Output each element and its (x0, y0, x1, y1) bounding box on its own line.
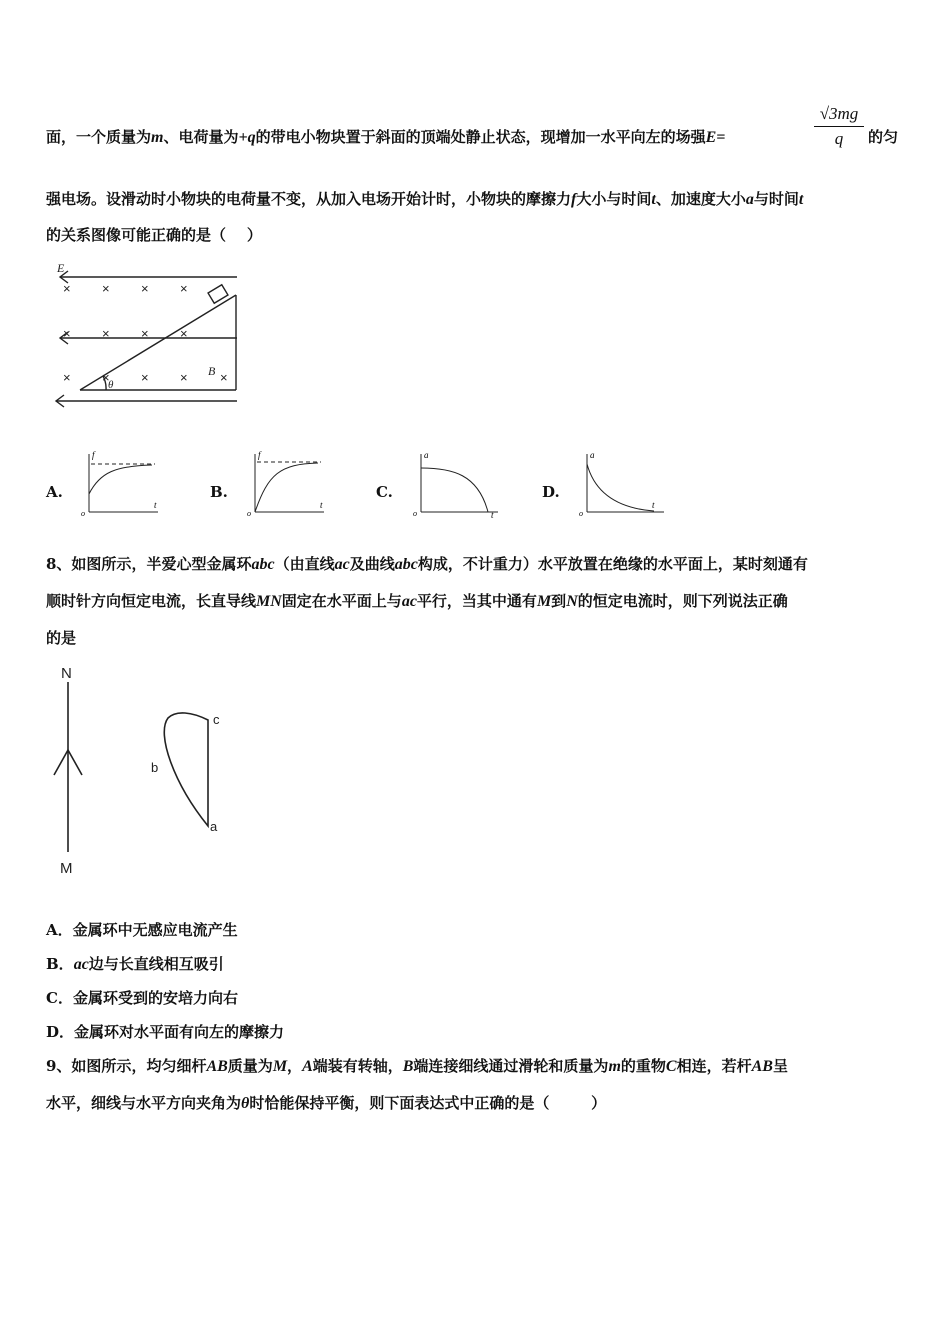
q8-var: ac (401, 593, 417, 610)
fraction-bar (814, 126, 864, 127)
curve (255, 463, 318, 512)
b-field-cross: × (102, 281, 110, 296)
b-field-cross: × (102, 326, 110, 341)
q9-text: 端装有转轴， (312, 1057, 403, 1075)
theta-label: θ (108, 379, 114, 391)
q7-text: 强电场。设滑动时小物块的电荷量不变，从加入电场开始计时，小物块的摩擦力 (46, 190, 572, 208)
b-field-cross: × (102, 370, 110, 385)
q8-text: 到 (551, 592, 567, 610)
q7-option-b-graph (246, 450, 326, 520)
b-field-cross: × (63, 370, 71, 385)
q9-var: AB (206, 1058, 228, 1075)
q7-var: +q (238, 129, 256, 146)
q9-var: B (402, 1058, 414, 1075)
q8-option-text: D．金属环对水平面有向左的摩擦力 (46, 1023, 285, 1041)
q7-var: E= (705, 129, 726, 146)
q8-option-b[interactable] (46, 953, 224, 976)
q7-text: 面，一个质量为 (46, 128, 152, 146)
q9-text: 时恰能保持平衡，则下面表达式中正确的是（ ） (249, 1094, 607, 1112)
q7-var: a (745, 191, 754, 208)
q7-line2 (46, 188, 803, 211)
q7-option-d-graph (578, 450, 668, 520)
q8-var: ac (73, 956, 89, 973)
q7-var: t (798, 191, 804, 208)
q8-var: MN (256, 593, 282, 610)
q9-var: AB (751, 1058, 773, 1075)
q9-var: m (608, 1058, 621, 1075)
q7-text: 的关系图像可能正确的是（ ） (46, 226, 262, 244)
q7-option-a-label[interactable]: A. (46, 483, 63, 501)
field-fraction (812, 104, 866, 149)
b-field-cross: × (220, 370, 228, 385)
q8-wire-loop-figure (50, 660, 240, 880)
origin-label: o (81, 509, 85, 518)
m-label: M (60, 860, 73, 877)
origin-label: o (247, 509, 251, 518)
b-field-cross: × (63, 281, 71, 296)
q7-option-c-graph (412, 450, 502, 520)
axis-label-y: f (258, 450, 261, 460)
b-field-cross: × (180, 326, 188, 341)
axis-label-y: a (590, 450, 595, 460)
b-field-cross: × (141, 281, 149, 296)
axis-label-x: t (320, 500, 323, 510)
q9-text: 质量为 (227, 1057, 273, 1075)
q7-line1 (46, 126, 725, 149)
q8-text: 的恒定电流时，则下列说法正确 (577, 592, 788, 610)
e-label: E (57, 261, 65, 275)
q9-text: 9、如图所示，均匀细杆 (46, 1057, 207, 1075)
q7-option-b-label[interactable]: B. (210, 483, 228, 501)
b-field-cross: × (141, 370, 149, 385)
q8-text: 顺时针方向恒定电流，长直导线 (46, 592, 257, 610)
q9-text: 的重物 (620, 1057, 666, 1075)
fraction-denominator: q (834, 129, 844, 148)
q8-line3 (46, 627, 76, 649)
b-field-cross: × (180, 370, 188, 385)
q8-option-text: B． (46, 955, 74, 973)
fraction-numerator: √3mg (819, 104, 859, 123)
q8-option-a[interactable] (46, 919, 238, 941)
q7-text: 与时间 (753, 190, 799, 208)
q8-option-text: C．金属环受到的安培力向右 (46, 989, 238, 1007)
q7-text: 、电荷量为 (163, 128, 239, 146)
b-field-cross: × (63, 326, 71, 341)
q9-text: 端连接细线通过滑轮和质量为 (413, 1057, 609, 1075)
q8-text: （由直线 (274, 555, 335, 573)
axis-label-x: t (154, 500, 157, 510)
c-label: c (213, 712, 220, 727)
q8-text: 构成，不计重力）水平放置在绝缘的水平面上，某时刻通有 (417, 555, 808, 573)
q8-option-d[interactable] (46, 1021, 284, 1043)
q7-incline-figure (50, 260, 250, 410)
q7-option-d-label[interactable]: D. (542, 483, 560, 501)
metal-loop-abc (164, 713, 208, 826)
origin-label: o (579, 509, 583, 518)
q8-text: 及曲线 (349, 555, 395, 573)
q9-text: ， (287, 1057, 303, 1075)
q9-var: A (302, 1058, 313, 1075)
q8-option-text: 边与长直线相互吸引 (88, 955, 224, 973)
q7-var: t (651, 191, 656, 208)
q8-line1 (46, 553, 808, 576)
curve (421, 468, 488, 512)
q8-line2 (46, 590, 788, 613)
b-field-cross: × (141, 326, 149, 341)
q7-var: m (151, 129, 164, 146)
axis-label-x: t (491, 510, 494, 520)
curve (89, 465, 152, 494)
curve (587, 464, 654, 511)
q8-var: abc (251, 556, 275, 573)
q7-line3 (46, 224, 262, 246)
q9-line1 (46, 1055, 788, 1078)
block (208, 285, 228, 304)
q7-text: 、加速度大小 (655, 190, 746, 208)
q8-option-c[interactable] (46, 987, 238, 1009)
q8-var: N (566, 593, 578, 610)
q7-option-a-graph (80, 450, 160, 520)
q7-text: 的匀 (868, 128, 899, 146)
q8-text: 8、如图所示，半爱心型金属环 (46, 555, 252, 573)
q7-text: 大小与时间 (576, 190, 652, 208)
q8-var: M (536, 593, 552, 610)
b-label: B (208, 364, 216, 378)
origin-label: o (413, 509, 417, 518)
b-field-cross: × (180, 281, 188, 296)
q8-var: ac (334, 556, 350, 573)
n-label: N (61, 665, 72, 682)
q9-text: 相连，若杆 (676, 1057, 752, 1075)
q8-text: 固定在水平面上与 (281, 592, 402, 610)
q9-var: C (665, 1058, 677, 1075)
q9-text: 呈 (772, 1057, 788, 1075)
q9-var: M (272, 1058, 288, 1075)
b-label: b (151, 760, 159, 775)
q7-var: f (571, 191, 577, 208)
q8-var: abc (394, 556, 418, 573)
q8-text: 平行，当其中通有 (416, 592, 537, 610)
q7-line1-tail (868, 126, 898, 148)
axis-label-y: f (92, 450, 95, 460)
axis-label-y: a (424, 450, 429, 460)
axis-label-x: t (652, 500, 655, 510)
q9-var: θ (241, 1095, 250, 1112)
a-label: a (210, 819, 218, 834)
q7-text: 的带电小物块置于斜面的顶端处静止状态，现增加一水平向左的场强 (255, 128, 706, 146)
q8-text: 的是 (46, 629, 77, 647)
q7-option-c-label[interactable]: C. (376, 483, 393, 501)
q9-line2 (46, 1092, 606, 1115)
q9-text: 水平，细线与水平方向夹角为 (46, 1094, 242, 1112)
q8-option-text: A．金属环中无感应电流产生 (46, 921, 238, 939)
